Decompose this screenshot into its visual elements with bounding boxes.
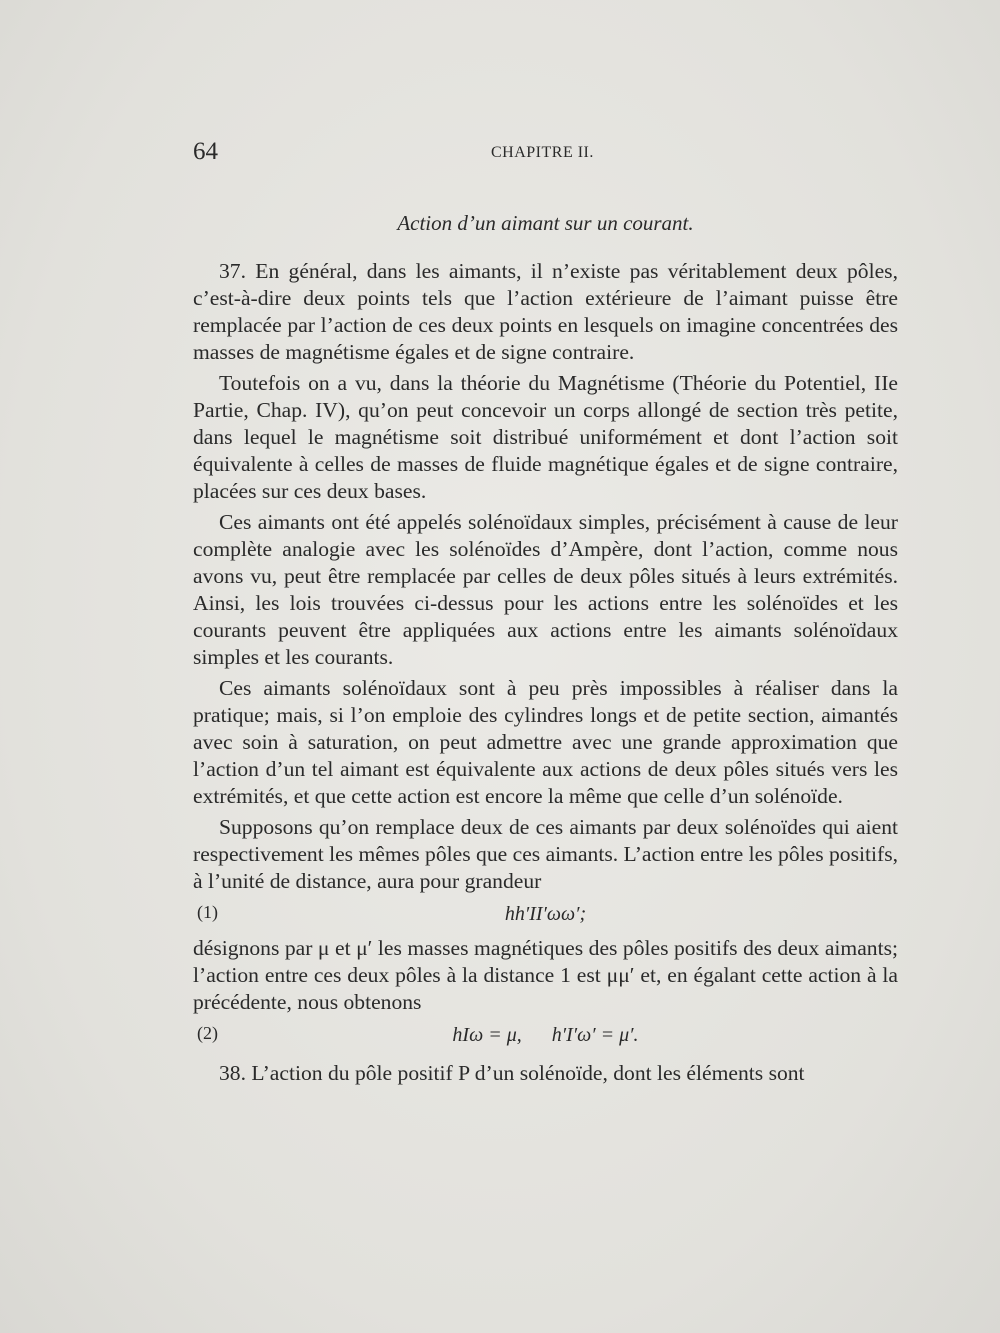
body-text — [193, 258, 898, 1087]
paragraph: Ces aimants ont été appelés solénoïdaux simples, précisément à cause de leur complète analogie avec les solénoïdes d’Ampère, dont l’action, comme nous avons vu, peut être remplacée par celles de deux pôles situés à leurs extrémités. Ainsi, les lois trouvées ci-dessus pour les actions entre les solénoïdes et les courants peuvent être appliquées aux actions entre les aimants solénoïdaux simples et les courants. — [193, 510, 898, 669]
equation-formula: hh′II′ωω′; — [504, 903, 587, 925]
paragraph: Toutefois on a vu, dans la théorie du Magnétisme (Théorie du Potentiel, IIe Partie, Chap. IV), qu’on peut concevoir un corps allongé de section très petite, dans lequel le magnétisme soit distribué uniformément et dont l’action soit équivalente à celles de masses de fluide magnétique égales et de signe contraire, placées sur ces deux bases. — [193, 371, 898, 503]
paragraph: Ces aimants solénoïdaux sont à peu près impossibles à réaliser dans la pratique; mais, si l’on emploie des cylindres longs et de petite section, aimantés avec soin à saturation, on peut admettre avec une grande approximation que l’action d’un tel aimant est équivalente aux actions de deux pôles situés vers les extrémités, et que cette action est encore la même que celle d’un solénoïde. — [193, 676, 898, 808]
paragraph: désignons par μ et μ′ les masses magnétiques des pôles positifs des deux aimants; l’action entre ces deux pôles à la distance 1 est μμ′ et, en égalant cette action à la précédente, nous obtenons — [193, 936, 898, 1014]
page-header — [193, 138, 898, 178]
equation — [193, 895, 898, 935]
equation-number: (1) — [197, 902, 218, 922]
paragraph: Supposons qu’on remplace deux de ces aimants par deux solénoïdes qui aient respectivement les mêmes pôles que ces aimants. L’action entre les pôles positifs, à l’unité de distance, aura pour grandeur — [193, 815, 899, 893]
section-title: Action d’un aimant sur un courant. — [397, 211, 694, 235]
equation — [193, 1016, 898, 1060]
paragraph: 38. L’action du pôle positif P d’un solénoïde, dont les éléments sont — [219, 1061, 805, 1085]
running-head: CHAPITRE II. — [491, 144, 594, 161]
equation-formula: hIω = μ, h′I′ω′ = μ′. — [452, 1024, 639, 1046]
page-number: 64 — [193, 138, 218, 165]
paragraph: 37. En général, dans les aimants, il n’existe pas véritablement deux pôles, c’est-à-dire deux points tels que l’action extérieure de l’aimant puisse être remplacée par l’action de ces deux points en lesquels on imagine concentrées des masses de magnétisme égales et de signe contraire. — [193, 259, 898, 364]
equation-number: (2) — [197, 1023, 218, 1043]
